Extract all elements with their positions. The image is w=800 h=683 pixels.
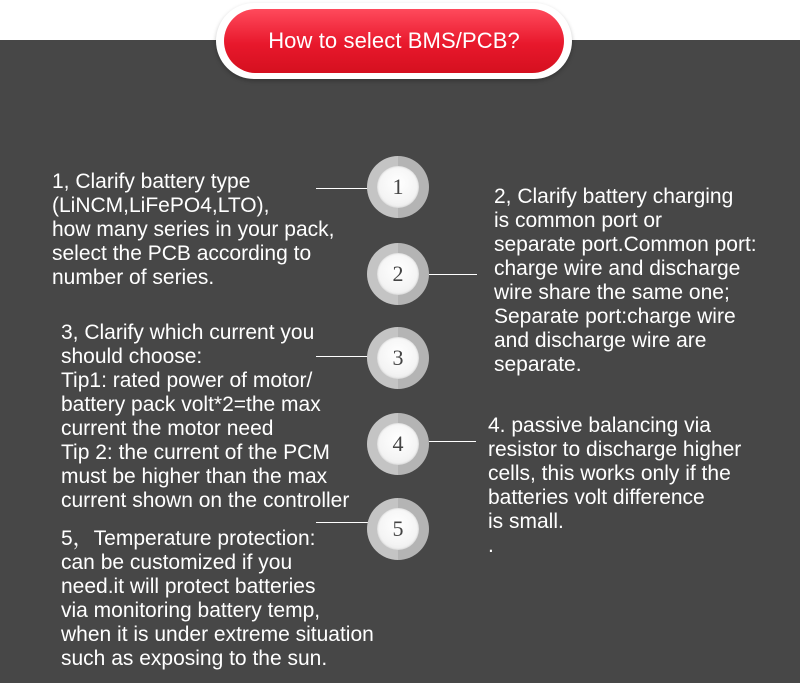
step-1-number: 1 (392, 174, 404, 199)
step-2-text: 2, Clarify battery charging is common port or separate port.Common port: charge wire and discharge wire share the same one; Separate port:charge wire and discharge wire are separate. (494, 185, 757, 376)
step-5-text: 5，Temperature protection: can be customized if you need.it will protect batteries via monitoring battery temp, when it is under extreme situation such as exposing to the sun. (61, 527, 374, 670)
step-2-circle (367, 243, 429, 305)
step-4-text: 4. passive balancing via resistor to discharge higher cells, this works only if the batteries volt difference is small. . (488, 414, 742, 557)
step-1-connector (316, 188, 368, 189)
step-4-connector (429, 441, 476, 442)
step-3-number: 3 (392, 345, 404, 370)
title-banner (216, 3, 572, 79)
step-5-number: 5 (392, 516, 404, 541)
title-banner-red (224, 9, 564, 73)
step-3-text: 3, Clarify which current you should choose: Tip1: rated power of motor/ battery pack volt*2=the max current the motor need Tip 2: the current of the PCM must be higher than the max current shown on the controller (61, 321, 350, 512)
page-title: How to select BMS/PCB? (268, 28, 520, 53)
step-1-text: 1, Clarify battery type (LiNCM,LiFePO4,LTO), how many series in your pack, select the PCB according to number of series. (52, 170, 335, 289)
step-4-circle (367, 413, 429, 475)
step-2-number: 2 (392, 261, 404, 286)
step-5-circle (367, 498, 429, 560)
step-3-connector (316, 356, 368, 357)
step-1-circle (367, 156, 429, 218)
step-2-connector (429, 274, 477, 275)
step-3-circle (367, 327, 429, 389)
step-5-connector (316, 522, 368, 523)
step-4-number: 4 (392, 431, 404, 456)
